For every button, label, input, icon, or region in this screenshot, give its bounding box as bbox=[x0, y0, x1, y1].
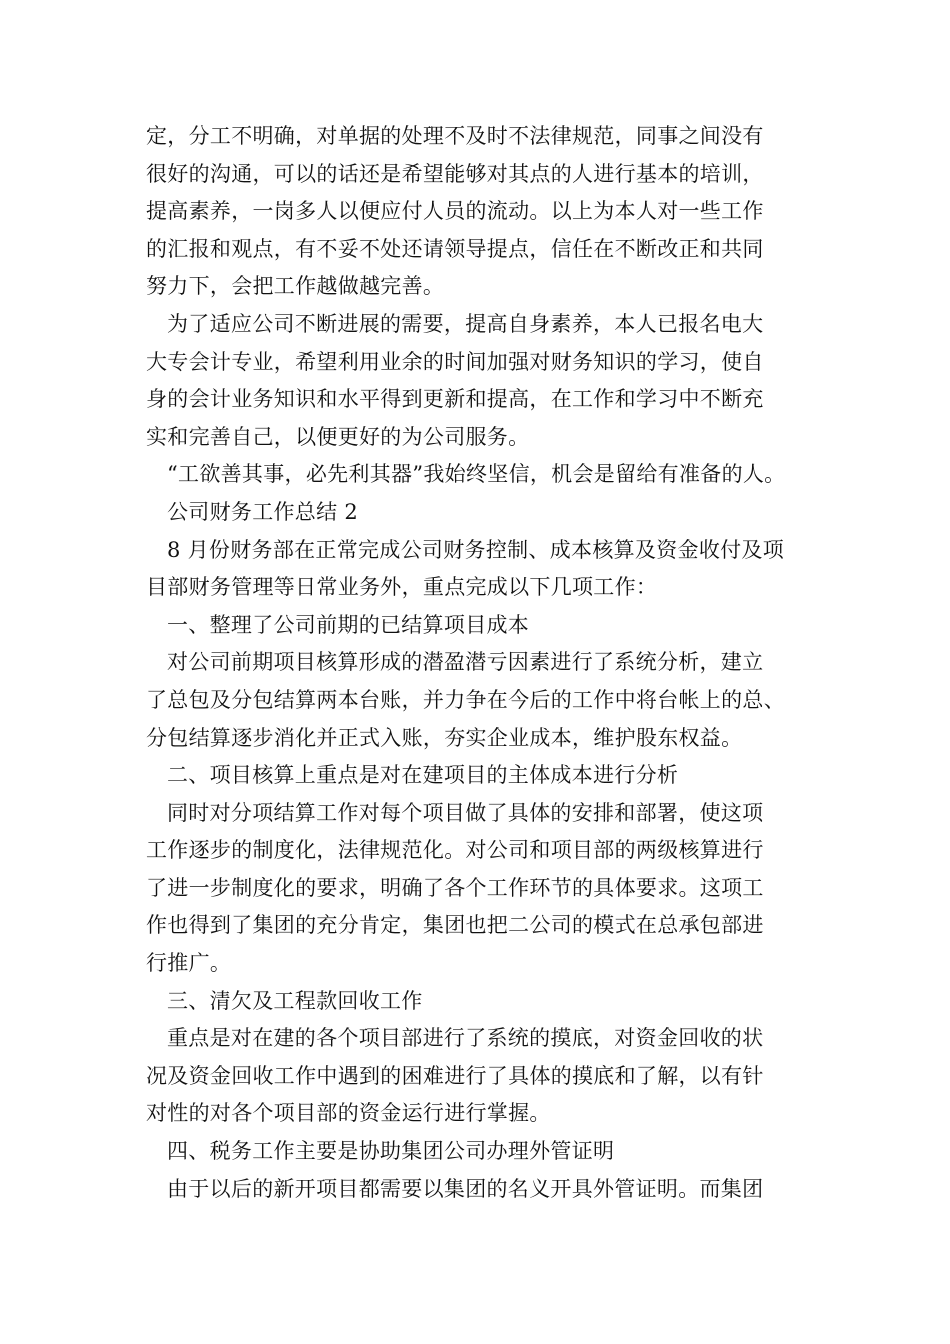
text-line: 况及资金回收工作中遇到的困难进行了具体的摸底和了解，以有针 bbox=[146, 1063, 764, 1088]
text-line: 努力下，会把工作越做越完善。 bbox=[146, 274, 445, 299]
text-line: 身的会计业务知识和水平得到更新和提高，在工作和学习中不断充 bbox=[146, 387, 764, 412]
text-line: 了进一步制度化的要求，明确了各个工作环节的具体要求。这项工 bbox=[146, 875, 764, 900]
text-line: 对公司前期项目核算形成的潜盈潜亏因素进行了系统分析，建立 bbox=[167, 650, 764, 675]
text-line: 公司财务工作总结 2 bbox=[167, 499, 359, 524]
text-line: 二、项目核算上重点是对在建项目的主体成本进行分析 bbox=[167, 763, 679, 788]
document-body bbox=[146, 118, 816, 1208]
text-line: 提高素养，一岗多人以便应付人员的流动。以上为本人对一些工作 bbox=[146, 199, 764, 224]
text-line: 同时对分项结算工作对每个项目做了具体的安排和部署，使这项 bbox=[167, 800, 764, 825]
text-line: 一、整理了公司前期的已结算项目成本 bbox=[167, 612, 530, 637]
text-line: 目部财务管理等日常业务外，重点完成以下几项工作： bbox=[146, 575, 658, 600]
text-line: 为了适应公司不断进展的需要，提高自身素养，本人已报名电大 bbox=[167, 311, 764, 336]
text-line: 重点是对在建的各个项目部进行了系统的摸底，对资金回收的状 bbox=[167, 1026, 764, 1051]
text-line: 很好的沟通，可以的话还是希望能够对其点的人进行基本的培训， bbox=[146, 161, 764, 186]
text-line: 作也得到了集团的充分肯定，集团也把二公司的模式在总承包部进 bbox=[146, 913, 764, 938]
text-line: 三、清欠及工程款回收工作 bbox=[167, 988, 423, 1013]
text-line: 8 月份财务部在正常完成公司财务控制、成本核算及资金收付及项 bbox=[167, 537, 785, 562]
text-line: 实和完善自己，以便更好的为公司服务。 bbox=[146, 424, 530, 449]
text-line: 定，分工不明确，对单据的处理不及时不法律规范，同事之间没有 bbox=[146, 124, 764, 148]
text-line: 分包结算逐步消化并正式入账，夯实企业成本，维护股东权益。 bbox=[146, 725, 743, 750]
text-line: 四、税务工作主要是协助集团公司办理外管证明 bbox=[167, 1139, 615, 1164]
text-line: 大专会计专业，希望利用业余的时间加强对财务知识的学习，使自 bbox=[146, 349, 764, 374]
text-line: 工作逐步的制度化，法律规范化。对公司和项目部的两级核算进行 bbox=[146, 838, 764, 863]
text-line: “工欲善其事，必先利其器”我始终坚信，机会是留给有准备的人。 bbox=[167, 462, 786, 487]
text-line: 行推广。 bbox=[146, 951, 232, 976]
text-line: 对性的对各个项目部的资金运行进行掌握。 bbox=[146, 1101, 551, 1126]
text-line: 由于以后的新开项目都需要以集团的名义开具外管证明。而集团 bbox=[167, 1176, 764, 1201]
text-line: 的汇报和观点，有不妥不处还请领导提点，信任在不断改正和共同 bbox=[146, 236, 764, 261]
text-line: 了总包及分包结算两本台账，并力争在今后的工作中将台帐上的总、 bbox=[146, 687, 785, 712]
